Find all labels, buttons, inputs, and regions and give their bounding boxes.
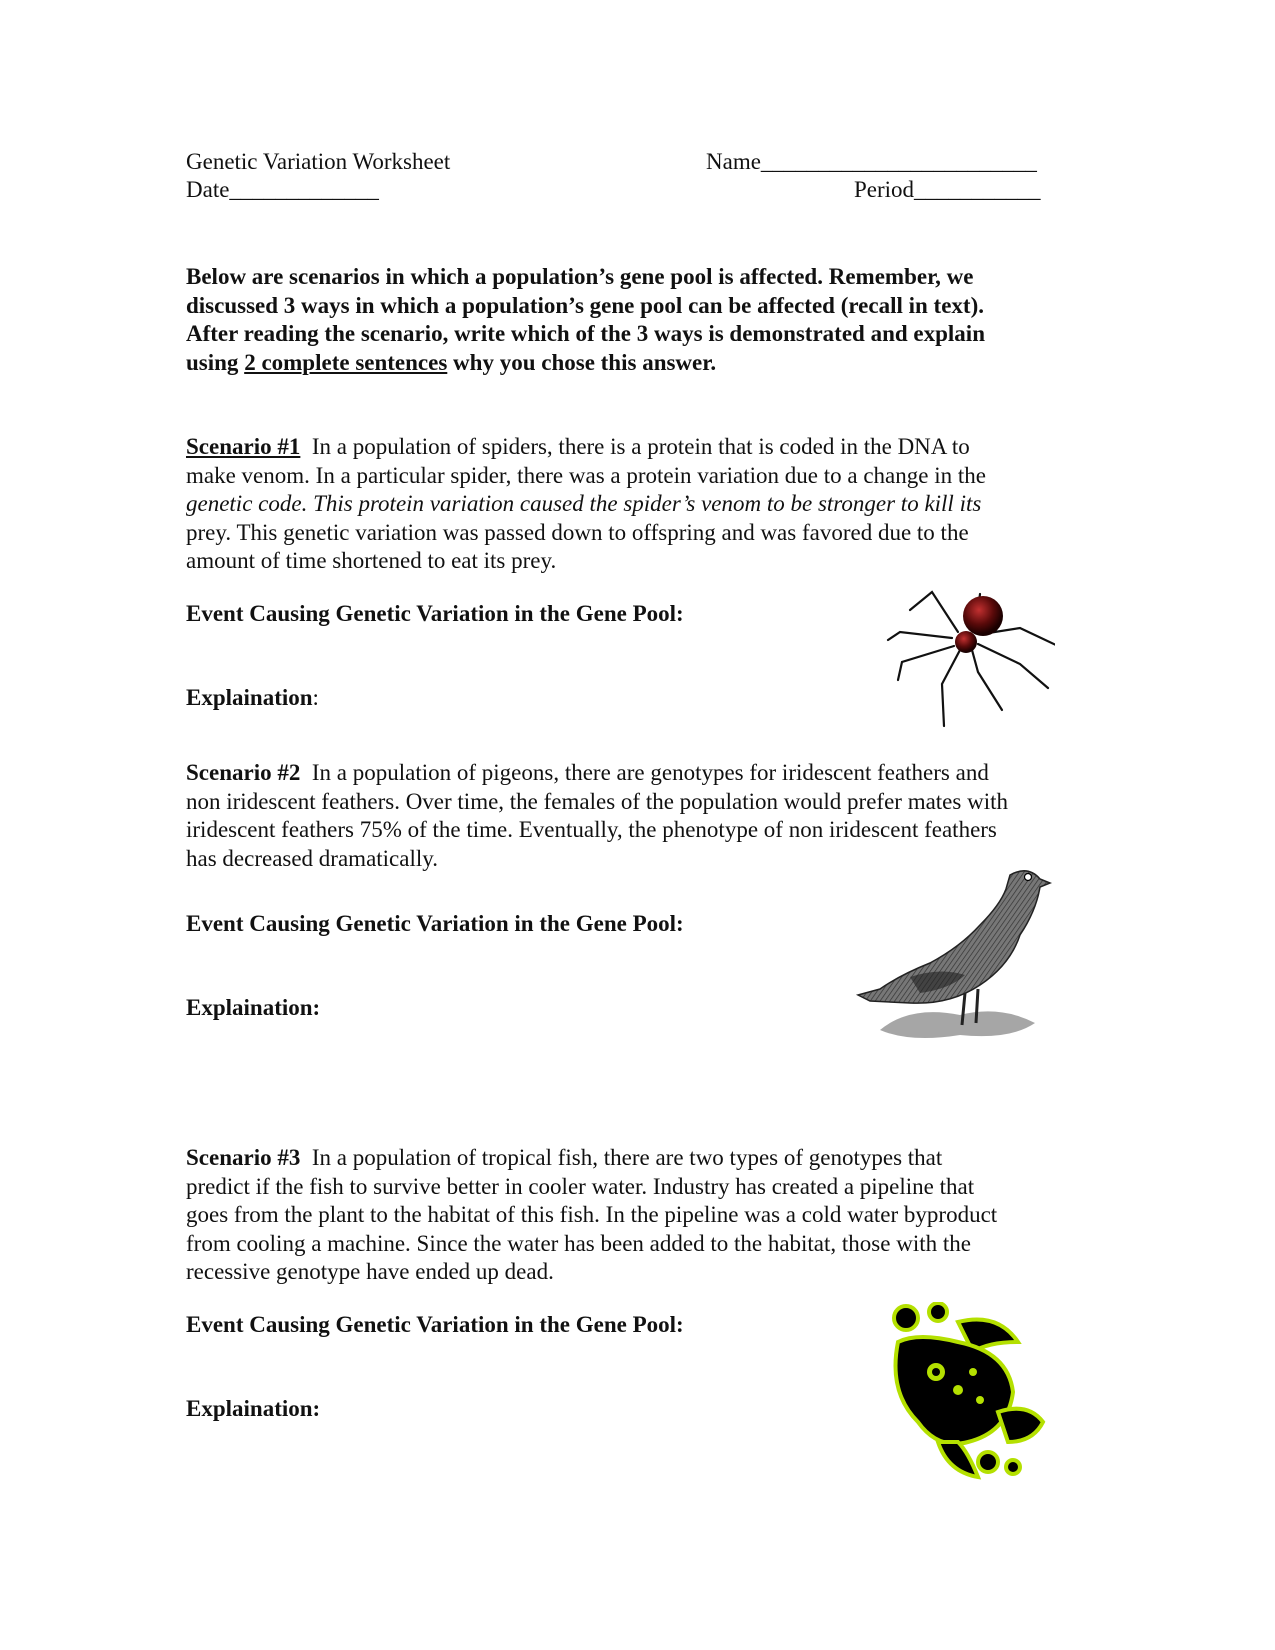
explanation-label: Explaination: bbox=[186, 995, 321, 1020]
instructions-text: why you chose this answer. bbox=[447, 349, 717, 375]
scenario-3-text bbox=[186, 1144, 1086, 1287]
explanation-label: Explaination: bbox=[186, 1396, 321, 1421]
scenario-line: predict if the fish to survive better in cooler water. Industry has created a pipeline that bbox=[186, 1173, 975, 1199]
explanation-label: Explaination: bbox=[186, 685, 319, 710]
scenario-label: Scenario #2 bbox=[186, 760, 301, 785]
scenario-line: Scenario #1 In a population of spiders, there is a protein that is coded in the DNA to bbox=[186, 434, 970, 459]
scenario-line: prey. This genetic variation was passed down to offspring and was favored due to the bbox=[186, 519, 969, 545]
instructions-line bbox=[186, 349, 1086, 378]
scenario-line: goes from the plant to the habitat of this fish. In the pipeline was a cold water byproduct bbox=[186, 1202, 998, 1227]
scenario-line: has decreased dramatically. bbox=[186, 845, 439, 871]
pigeon-icon bbox=[850, 855, 1060, 1050]
scenario-line: Scenario #2 In a population of pigeons, there are genotypes for iridescent feathers and bbox=[186, 760, 989, 785]
instructions-line: Below are scenarios in which a population’s gene pool is affected. Remember, we bbox=[186, 264, 974, 289]
name-field[interactable]: Name________________________ bbox=[706, 149, 1037, 174]
date-field[interactable]: Date_____________ bbox=[186, 177, 379, 202]
instructions-text: using bbox=[186, 349, 245, 375]
scenario-line: recessive genotype have ended up dead. bbox=[186, 1259, 554, 1284]
scenario-line: non iridescent feathers. Over time, the females of the population would prefer mates with bbox=[186, 788, 1008, 814]
event-label: Event Causing Genetic Variation in the Gene Pool: bbox=[186, 911, 684, 936]
event-label: Event Causing Genetic Variation in the Gene Pool: bbox=[186, 1312, 684, 1337]
scenario-1-text bbox=[186, 433, 1086, 576]
scenario-line: Scenario #3 In a population of tropical fish, there are two types of genotypes that bbox=[186, 1145, 943, 1170]
period-field[interactable]: Period___________ bbox=[854, 177, 1041, 202]
scenario-line: genetic code. This protein variation caused the spider’s venom to be stronger to kill its bbox=[186, 491, 982, 516]
scenario-line: make venom. In a particular spider, there was a protein variation due to a change in the bbox=[186, 462, 986, 488]
scenario-label: Scenario #3 bbox=[186, 1145, 301, 1170]
instructions-line: After reading the scenario, write which of the 3 ways is demonstrated and explain bbox=[186, 321, 985, 346]
scenario-line: iridescent feathers 75% of the time. Eventually, the phenotype of non iridescent feathers bbox=[186, 817, 997, 842]
scenario-line: amount of time shortened to eat its prey. bbox=[186, 548, 557, 573]
scenario-label: Scenario #1 bbox=[186, 434, 301, 459]
emphasis-underline: 2 complete sentences bbox=[244, 349, 448, 375]
fish-icon bbox=[878, 1302, 1053, 1482]
worksheet-title: Genetic Variation Worksheet bbox=[186, 149, 451, 174]
instructions-line: discussed 3 ways in which a population’s gene pool can be affected (recall in text). bbox=[186, 292, 984, 318]
scenario-line: from cooling a machine. Since the water has been added to the habitat, those with the bbox=[186, 1230, 971, 1256]
spider-icon bbox=[880, 580, 1055, 730]
event-label: Event Causing Genetic Variation in the Gene Pool: bbox=[186, 601, 684, 626]
instructions bbox=[186, 263, 1086, 377]
